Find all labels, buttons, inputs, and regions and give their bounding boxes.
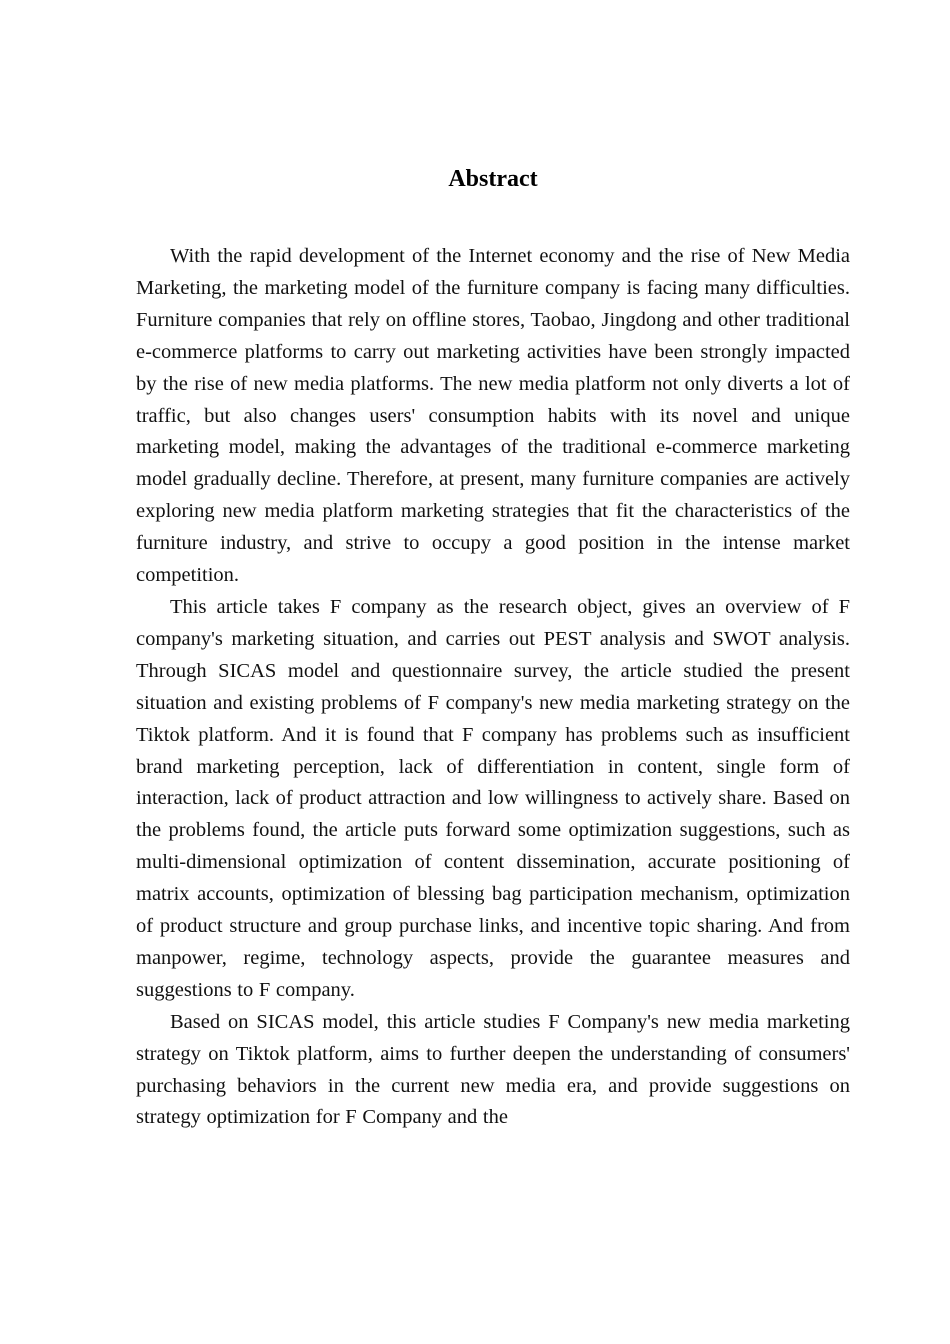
abstract-title: Abstract (448, 166, 538, 192)
abstract-body (136, 241, 850, 1134)
paragraph-3: Based on SICAS model, this article studies F Company's new media marketing strategy on Tiktok platform, aims to further deepen the understanding of consumers' purchasing behaviors in the current new media era, and provide suggestions on strategy optimization for F Company and the (136, 1010, 850, 1129)
paragraph-1: With the rapid development of the Internet economy and the rise of New Media Marketing, the marketing model of the furniture company is facing many difficulties. Furniture companies that rely on offline stores, Taobao, Jingdong and other traditional e-commerce platforms to carry out marketing activities have been strongly impacted by the rise of new media platforms. The new media platform not only diverts a lot of traffic, but also changes users' consumption habits with its novel and unique marketing model, making the advantages of the traditional e-commerce marketing model gradually decline. Therefore, at present, many furniture companies are actively exploring new media platform marketing strategies that fit the characteristics of the furniture industry, and strive to occupy a good position in the intense market competition. (136, 245, 850, 587)
paragraph-2: This article takes F company as the research object, gives an overview of F company's marketing situation, and carries out PEST analysis and SWOT analysis. Through SICAS model and questionnaire survey, the article studied the present situation and existing problems of F company's new media marketing strategy on the Tiktok platform. And it is found that F company has problems such as insufficient brand marketing perception, lack of differentiation in content, single form of interaction, lack of product attraction and low willingness to actively share. Based on the problems found, the article puts forward some optimization suggestions, such as multi-dimensional optimization of content dissemination, accurate positioning of matrix accounts, optimization of blessing bag participation mechanism, optimization of product structure and group purchase links, and incentive topic sharing. And from manpower, regime, technology aspects, provide the guarantee measures and suggestions to F company. (136, 595, 850, 1001)
